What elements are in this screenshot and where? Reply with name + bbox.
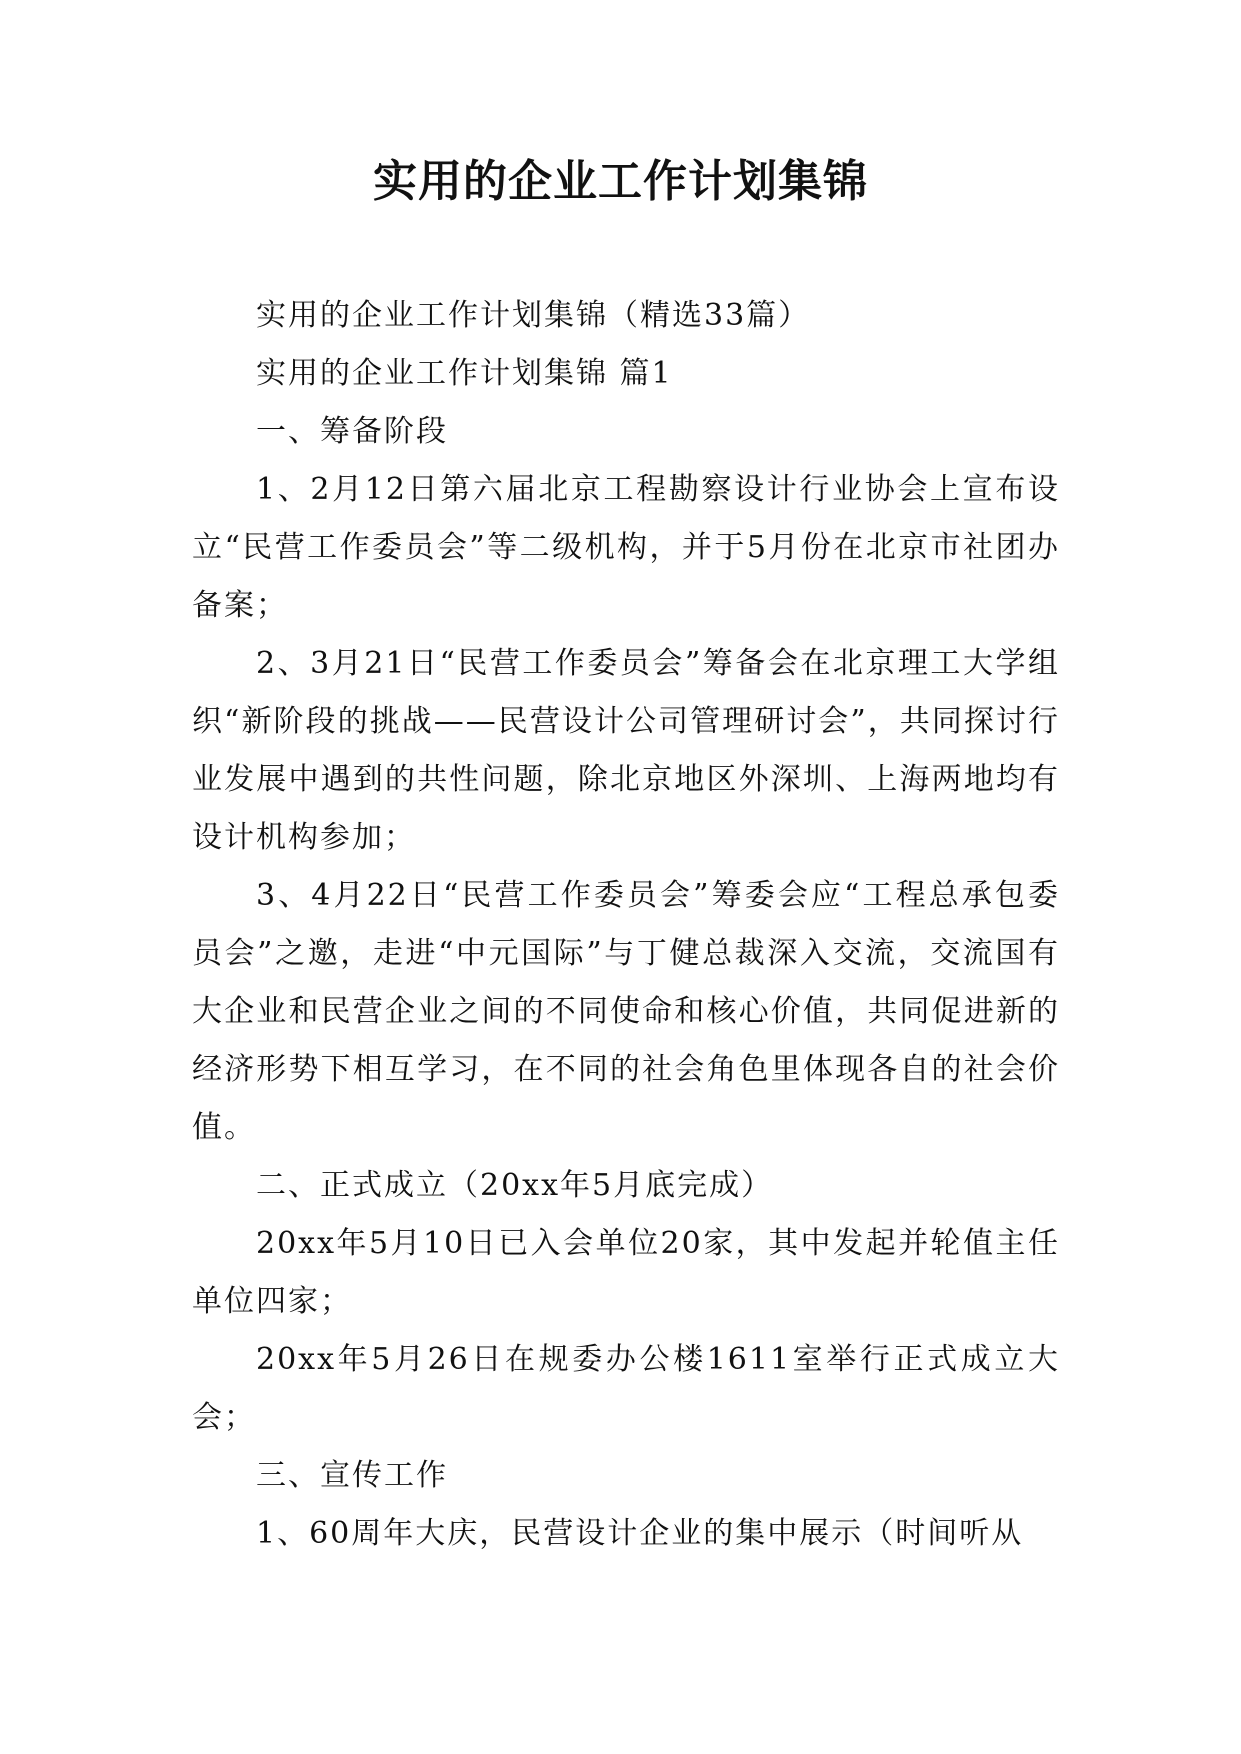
paragraph-founding-meeting: 20xx年5月26日在规委办公楼1611室举行正式成立大会； (192, 1342, 1060, 1435)
document-title: 实用的企业工作计划集锦 (373, 156, 868, 207)
paragraph-stage-publicity: 三、宣传工作 (256, 1458, 448, 1493)
document-body (192, 287, 1060, 1563)
paragraph-section-heading: 实用的企业工作计划集锦 篇1 (256, 356, 673, 391)
paragraph-publicity-item-1: 1、60周年大庆，民营设计企业的集中展示（时间听从 (256, 1516, 1024, 1551)
paragraph-stage-preparation: 一、筹备阶段 (256, 414, 448, 449)
paragraph-subtitle: 实用的企业工作计划集锦（精选33篇） (256, 298, 811, 333)
paragraph-item-1: 1、2月12日第六届北京工程勘察设计行业协会上宣布设立“民营工作委员会”等二级机构，并于5月份在北京市社团办备案； (192, 472, 1060, 623)
paragraph-item-3: 3、4月22日“民营工作委员会”筹委会应“工程总承包委员会”之邀，走进“中元国际”与丁健总裁深入交流，交流国有大企业和民营企业之间的不同使命和核心价值，共同促进新的经济形势下相互学习，在不同的社会角色里体现各自的社会价值。 (192, 878, 1060, 1145)
paragraph-member-count: 20xx年5月10日已入会单位20家，其中发起并轮值主任单位四家； (192, 1226, 1060, 1319)
paragraph-stage-established: 二、正式成立（20xx年5月底完成） (256, 1168, 774, 1203)
paragraph-item-2: 2、3月21日“民营工作委员会”筹备会在北京理工大学组织“新阶段的挑战——民营设计公司管理研讨会”，共同探讨行业发展中遇到的共性问题，除北京地区外深圳、上海两地均有设计机构参加； (192, 646, 1060, 855)
